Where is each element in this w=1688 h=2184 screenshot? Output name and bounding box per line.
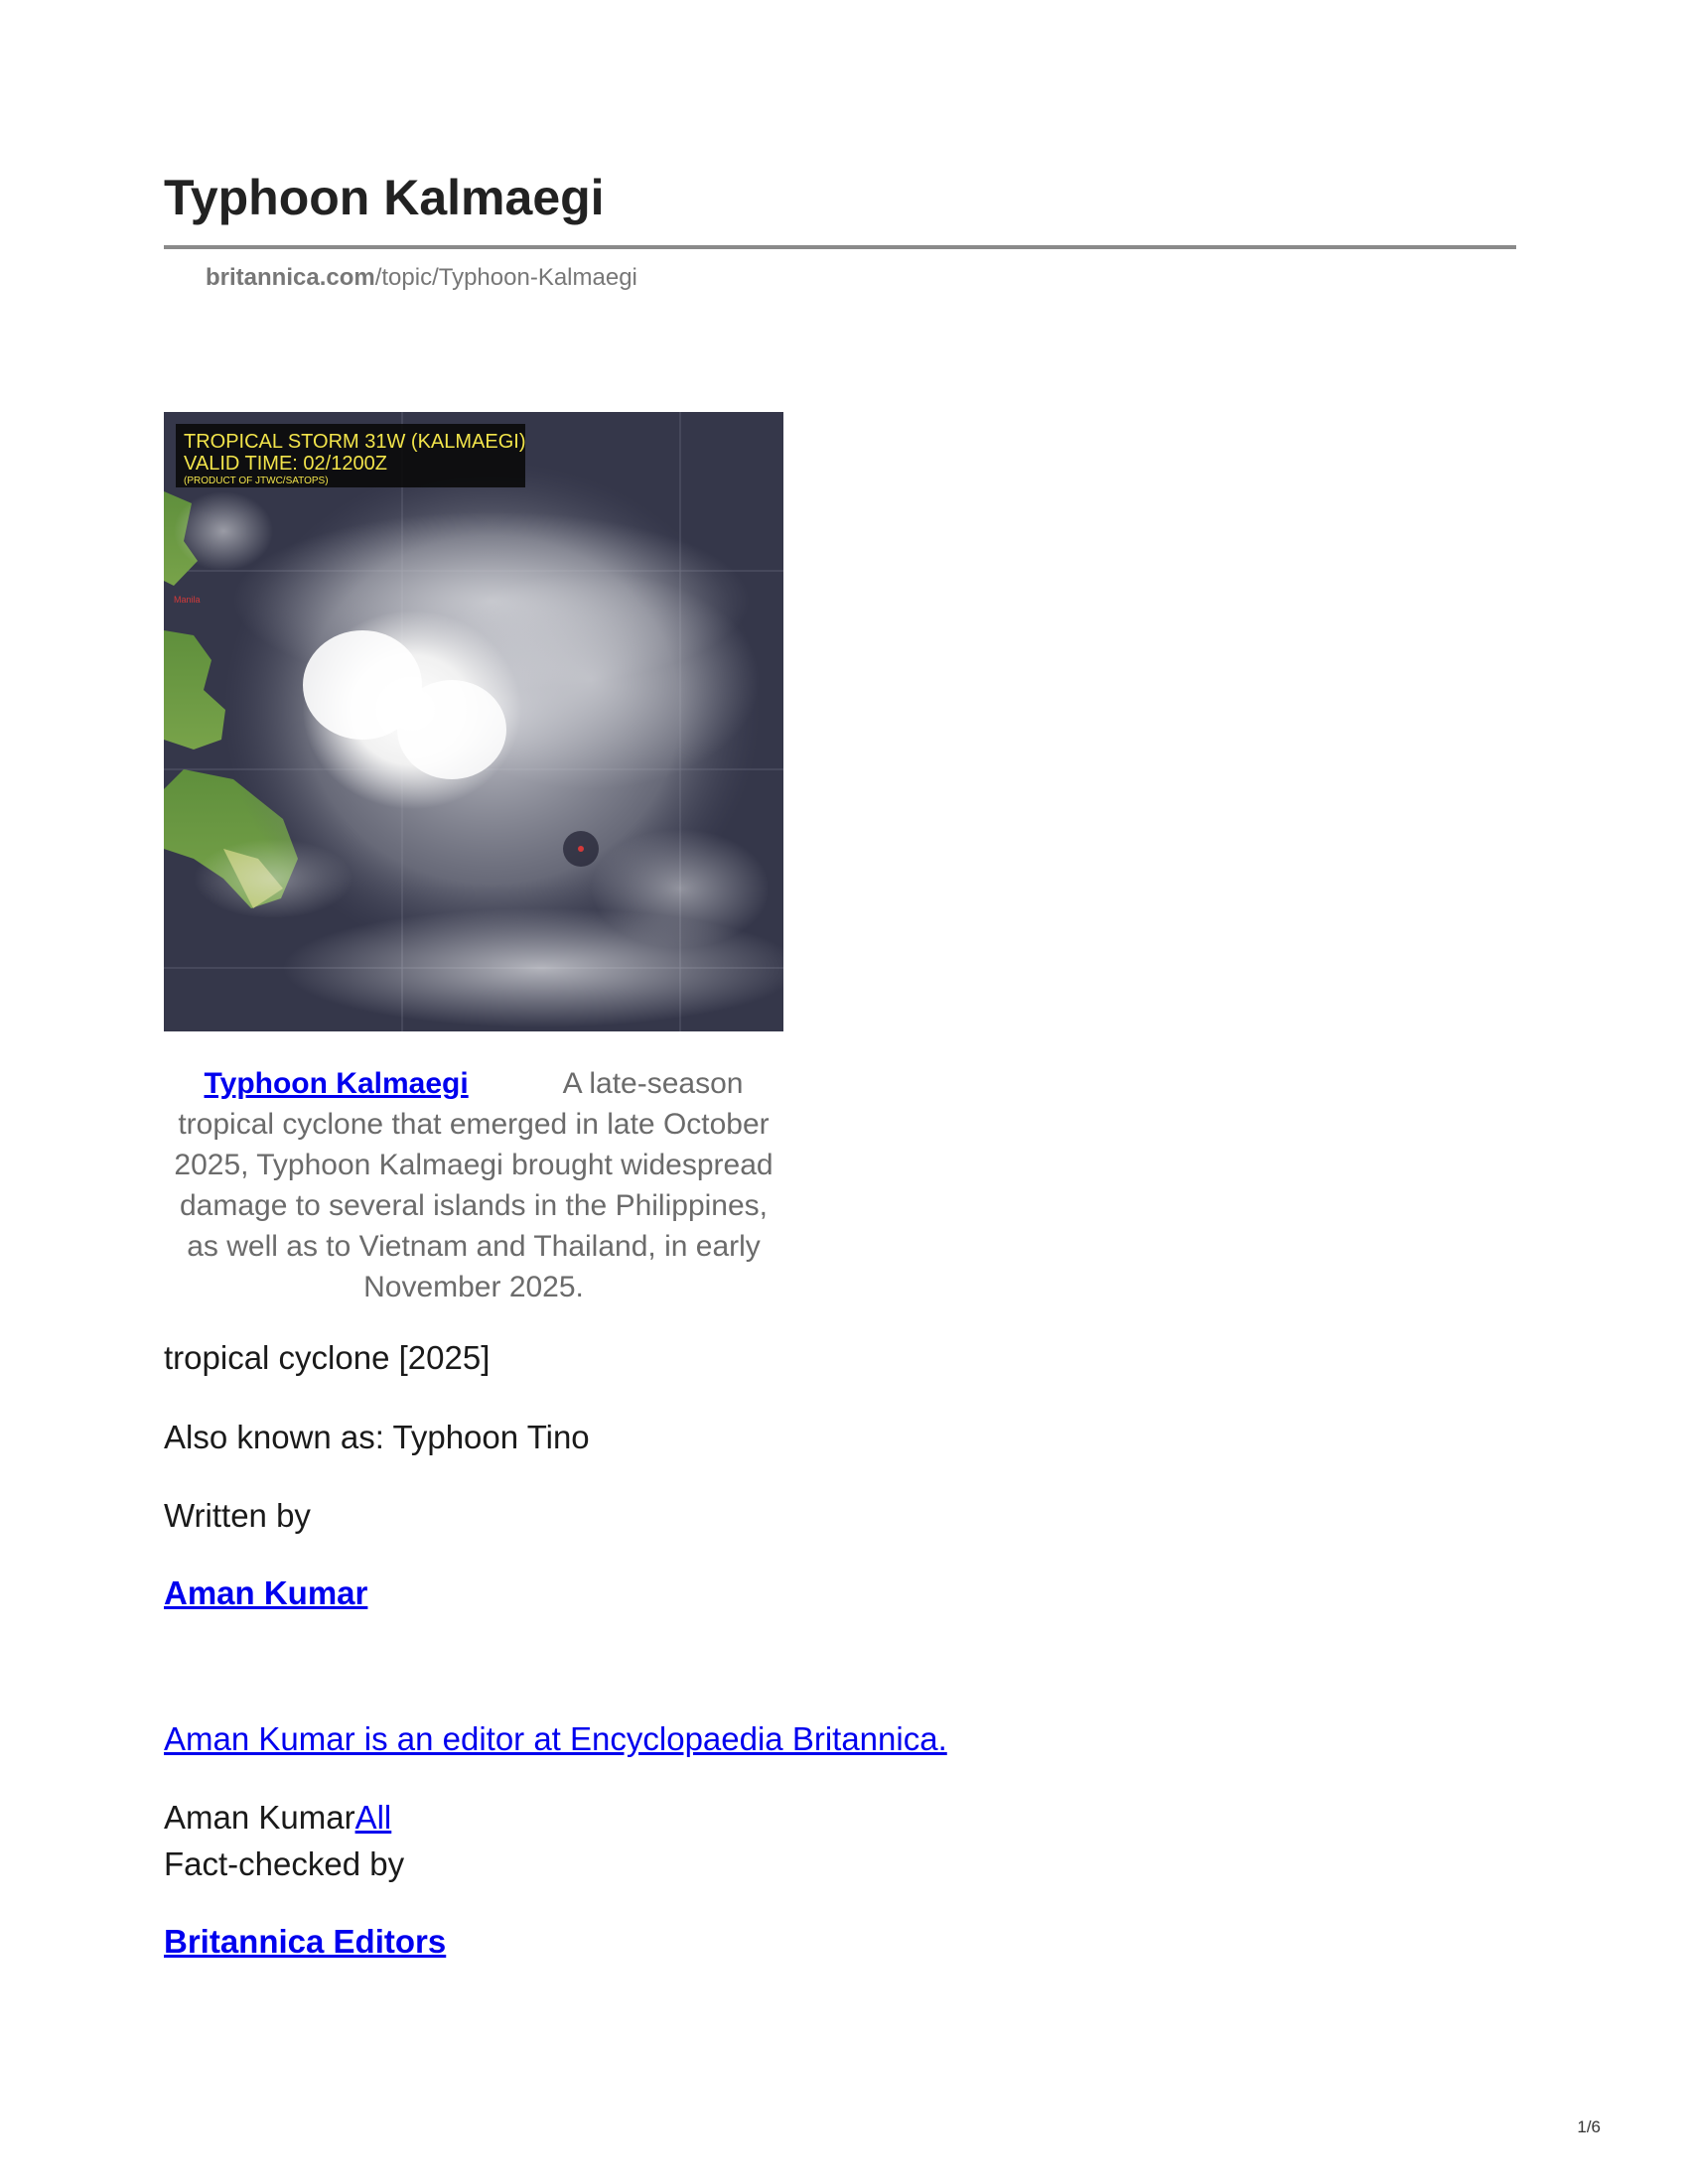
author-link[interactable]: Aman Kumar [164,1574,368,1611]
source-url[interactable] [206,264,637,292]
article-subtitle: tropical cyclone [2025] [164,1339,491,1376]
overlay-product: (PRODUCT OF JTWC/SATOPS) [184,476,329,486]
fact-checker-row [164,1923,446,1961]
overlay-title: TROPICAL STORM 31W (KALMAEGI) [184,431,526,453]
source-domain: britannica.com [206,264,375,291]
also-known-as: Also known as: Typhoon Tino [164,1419,590,1455]
image-caption [164,1063,783,1307]
source-path: /topic/Typhoon-Kalmaegi [374,264,637,291]
caption-link[interactable]: Typhoon Kalmaegi [204,1067,469,1100]
page-number: 1/6 [1577,2117,1601,2136]
author-bio-row [164,1720,947,1758]
page-title: Typhoon Kalmaegi [164,170,605,225]
hero-figure [164,412,783,1307]
written-by-label: Written by [164,1497,311,1534]
overlay-valid-time: VALID TIME: 02/1200Z [184,453,387,475]
svg-text:Manila: Manila [174,595,201,605]
author-bio-link[interactable]: Aman Kumar is an editor at Encyclopaedia Britannica. [164,1720,947,1757]
title-divider [164,245,1516,249]
fact-checker-link[interactable]: Britannica Editors [164,1923,447,1960]
author-row [164,1574,367,1612]
caption-text: A late-season tropical cyclone that emerged in late October 2025, Typhoon Kalmaegi brought widespread damage to several islands in the Philippines, as well as to Vietnam and Thailand, in early November 2025. [174,1067,774,1303]
author-all-row [164,1799,391,1837]
author-name-plain: Aman Kumar [164,1799,355,1836]
satellite-image[interactable] [164,412,783,1031]
fact-checked-label: Fact-checked by [164,1845,405,1882]
all-link[interactable]: All [354,1799,392,1836]
